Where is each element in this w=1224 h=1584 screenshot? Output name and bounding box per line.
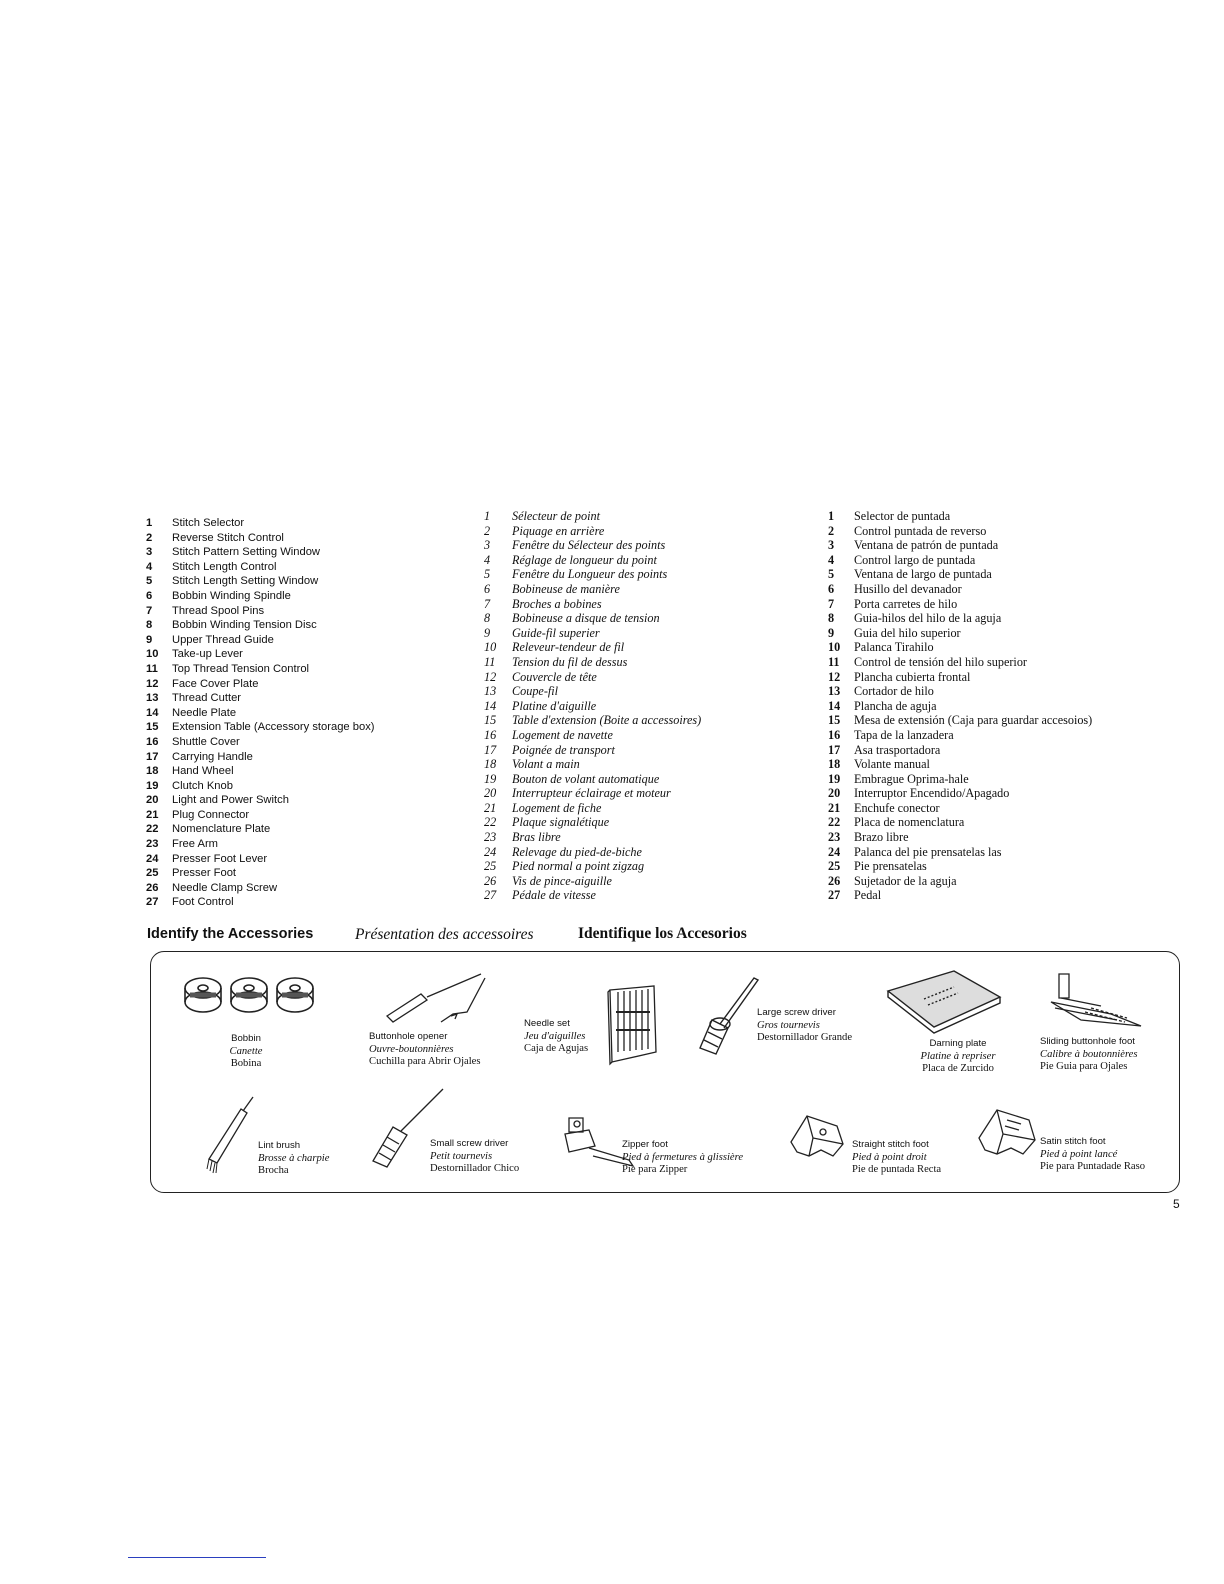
list-item bbox=[828, 524, 1188, 539]
large-screw-driver-illustration bbox=[694, 976, 764, 1056]
lint-brush-caption: Lint brush Brosse à charpie Brocha bbox=[258, 1140, 330, 1176]
list-item bbox=[828, 640, 1188, 655]
accessories-heading-english: Identify the Accessories bbox=[147, 926, 314, 942]
list-item-number: 15 bbox=[828, 713, 841, 728]
list-item-number: 25 bbox=[484, 859, 497, 874]
list-item bbox=[484, 830, 784, 845]
list-item-number: 19 bbox=[828, 771, 841, 786]
list-item-label: Palanca del pie prensatelas las bbox=[854, 844, 1002, 859]
list-item-label: Bras libre bbox=[512, 830, 561, 845]
list-item-label: Take-up Lever bbox=[172, 648, 243, 661]
parts-list-spanish bbox=[828, 509, 1188, 903]
list-item-label: Plancha de aguja bbox=[854, 698, 937, 713]
list-item-label: Clutch Knob bbox=[172, 779, 233, 792]
list-item-number: 19 bbox=[484, 771, 497, 786]
list-item-number: 16 bbox=[146, 735, 159, 748]
list-item-label: Coupe-fil bbox=[512, 684, 559, 699]
list-item-number: 3 bbox=[484, 538, 491, 553]
list-item-label: Stitch Length Setting Window bbox=[172, 575, 319, 588]
list-item bbox=[828, 801, 1188, 816]
list-item bbox=[146, 764, 446, 779]
list-item-number: 5 bbox=[484, 567, 491, 582]
accessories-heading-spanish: Identifique los Accesorios bbox=[578, 925, 747, 942]
list-item-number: 20 bbox=[146, 794, 159, 807]
list-item-label: Thread Cutter bbox=[172, 692, 242, 705]
list-item-label: Light and Power Switch bbox=[172, 794, 289, 807]
buttonhole-opener-illustration bbox=[381, 972, 491, 1028]
list-item-number: 17 bbox=[146, 750, 159, 763]
satin-stitch-foot-illustration bbox=[975, 1106, 1039, 1160]
list-item-label: Hand Wheel bbox=[172, 765, 234, 778]
list-item-label: Needle Clamp Screw bbox=[172, 881, 278, 894]
list-item bbox=[484, 874, 784, 889]
straight-stitch-foot-caption: Straight stitch foot Pied à point droit Pie de puntada Recta bbox=[852, 1139, 942, 1175]
list-item bbox=[146, 720, 446, 735]
list-item-number: 8 bbox=[146, 619, 153, 632]
list-item-label: Tension du fil de dessus bbox=[512, 654, 628, 669]
list-item-label: Presser Foot Lever bbox=[172, 852, 268, 865]
list-item bbox=[146, 574, 446, 589]
list-item-label: Presser Foot bbox=[172, 867, 237, 880]
list-item-number: 6 bbox=[828, 581, 835, 596]
list-item-label: Piquage en arrière bbox=[512, 523, 605, 538]
list-item bbox=[146, 662, 446, 677]
list-item bbox=[146, 750, 446, 765]
list-item bbox=[828, 567, 1188, 582]
list-item-label: Control largo de puntada bbox=[854, 552, 976, 567]
list-item-label: Control de tensión del hilo superior bbox=[854, 654, 1027, 669]
list-item-label: Plaque signalétique bbox=[512, 815, 610, 830]
list-item-number: 7 bbox=[828, 596, 835, 611]
accessories-heading-french: Présentation des accessoires bbox=[355, 926, 534, 943]
list-item bbox=[484, 786, 784, 801]
accessories-panel bbox=[150, 951, 1180, 1193]
list-item-number: 23 bbox=[828, 830, 841, 845]
list-item-label: Bobineuse de manière bbox=[512, 581, 620, 596]
list-item bbox=[828, 786, 1188, 801]
list-item-number: 7 bbox=[484, 596, 491, 611]
list-item-number: 7 bbox=[146, 604, 153, 617]
list-item-label: Brazo libre bbox=[854, 830, 909, 845]
list-item-number: 4 bbox=[484, 552, 491, 567]
list-item bbox=[146, 706, 446, 721]
list-item bbox=[828, 655, 1188, 670]
large-screw-driver-caption: Large screw driver Gros tournevis Destornillador Grande bbox=[757, 1007, 853, 1043]
list-item-number: 1 bbox=[484, 509, 491, 523]
list-item-label: Face Cover Plate bbox=[172, 677, 259, 690]
list-item-label: Ventana de patrón de puntada bbox=[854, 538, 999, 553]
list-item-label: Pedal bbox=[854, 888, 882, 903]
list-item-label: Guide-fil superier bbox=[512, 625, 600, 640]
small-screw-driver-caption: Small screw driver Petit tournevis Destornillador Chico bbox=[430, 1138, 520, 1174]
list-item-number: 3 bbox=[146, 546, 153, 559]
list-item bbox=[146, 822, 446, 837]
list-item bbox=[828, 684, 1188, 699]
list-item bbox=[828, 859, 1188, 874]
list-item bbox=[146, 691, 446, 706]
list-item-label: Sujetador de la aguja bbox=[854, 873, 957, 888]
list-item-number: 14 bbox=[146, 706, 159, 719]
list-item bbox=[146, 837, 446, 852]
list-item-label: Fenêtre du Sélecteur des points bbox=[512, 538, 666, 553]
list-item-number: 21 bbox=[484, 800, 497, 815]
list-item-number: 2 bbox=[146, 531, 153, 544]
list-item-label: Pie prensatelas bbox=[854, 859, 927, 874]
list-item-label: Stitch Length Control bbox=[172, 560, 277, 573]
list-item-label: Réglage de longueur du point bbox=[512, 552, 657, 567]
list-item bbox=[828, 830, 1188, 845]
list-item bbox=[484, 713, 784, 728]
list-item-number: 10 bbox=[484, 640, 497, 655]
list-item-number: 23 bbox=[484, 830, 497, 845]
list-item-label: Stitch Pattern Setting Window bbox=[172, 546, 320, 559]
list-item-number: 8 bbox=[828, 611, 835, 626]
straight-stitch-foot-illustration bbox=[787, 1112, 847, 1162]
list-item-label: Logement de fiche bbox=[512, 800, 602, 815]
bobbin-illustration bbox=[181, 972, 321, 1022]
list-item-label: Broches a bobines bbox=[512, 596, 602, 611]
list-item-label: Bobbin Winding Spindle bbox=[172, 589, 291, 602]
list-item-number: 25 bbox=[146, 867, 159, 880]
list-item bbox=[146, 545, 446, 560]
list-item-label: Selector de puntada bbox=[854, 509, 951, 523]
list-item-label: Upper Thread Guide bbox=[172, 633, 274, 646]
list-item-number: 24 bbox=[828, 844, 841, 859]
list-item-label: Table d'extension (Boite a accessoires) bbox=[512, 713, 702, 728]
list-item bbox=[828, 611, 1188, 626]
list-item-label: Foot Control bbox=[172, 896, 234, 909]
sliding-buttonhole-foot-illustration bbox=[1041, 968, 1151, 1036]
list-item bbox=[484, 743, 784, 758]
list-item-number: 8 bbox=[484, 611, 491, 626]
list-item-number: 18 bbox=[146, 765, 159, 778]
list-item bbox=[484, 670, 784, 685]
list-item bbox=[146, 604, 446, 619]
list-item-number: 15 bbox=[146, 721, 159, 734]
list-item-label: Tapa de la lanzadera bbox=[854, 727, 954, 742]
parts-list-english bbox=[146, 516, 446, 910]
list-item-number: 26 bbox=[828, 873, 841, 888]
list-item-label: Poignée de transport bbox=[512, 742, 615, 757]
list-item bbox=[146, 735, 446, 750]
list-item-number: 9 bbox=[828, 625, 835, 640]
list-item-number: 17 bbox=[828, 742, 841, 757]
list-item-number: 26 bbox=[146, 881, 159, 894]
list-item bbox=[146, 895, 446, 910]
list-item bbox=[828, 626, 1188, 641]
sliding-buttonhole-foot-caption: Sliding buttonhole foot Calibre à boutonnières Pie Guia para Ojales bbox=[1040, 1036, 1138, 1072]
list-item bbox=[484, 611, 784, 626]
list-item-number: 20 bbox=[484, 786, 497, 801]
satin-stitch-foot-caption: Satin stitch foot Pied à point lancé Pie para Puntadade Raso bbox=[1040, 1136, 1146, 1172]
list-item bbox=[828, 743, 1188, 758]
list-item-label: Releveur-tendeur de fil bbox=[512, 640, 625, 655]
list-item bbox=[828, 582, 1188, 597]
list-item bbox=[484, 757, 784, 772]
darning-plate-caption: Darning plate Platine à repriser Placa de Zurcido bbox=[920, 1038, 996, 1074]
list-item-label: Interrupteur éclairage et moteur bbox=[512, 786, 671, 801]
list-item-label: Bobbin Winding Tension Disc bbox=[172, 619, 317, 632]
list-item-number: 10 bbox=[828, 640, 841, 655]
list-item bbox=[146, 866, 446, 881]
list-item-label: Pied normal a point zigzag bbox=[512, 859, 645, 874]
list-item-label: Husillo del devanador bbox=[854, 581, 962, 596]
list-item-label: Stitch Selector bbox=[172, 517, 245, 529]
list-item bbox=[828, 815, 1188, 830]
list-item-number: 22 bbox=[484, 815, 497, 830]
list-item bbox=[146, 852, 446, 867]
list-item bbox=[484, 845, 784, 860]
list-item-number: 6 bbox=[484, 581, 491, 596]
list-item bbox=[146, 516, 446, 531]
list-item bbox=[828, 509, 1188, 524]
list-item-label: Thread Spool Pins bbox=[172, 604, 265, 617]
list-item bbox=[828, 597, 1188, 612]
buttonhole-opener-caption: Buttonhole opener Ouvre-boutonnières Cuchilla para Abrir Ojales bbox=[369, 1031, 481, 1067]
list-item-label: Asa trasportadora bbox=[854, 742, 941, 757]
list-item bbox=[484, 509, 784, 524]
list-item bbox=[828, 845, 1188, 860]
list-item-label: Couvercle de tête bbox=[512, 669, 597, 684]
needle-set-illustration bbox=[606, 982, 662, 1066]
list-item-number: 11 bbox=[828, 654, 840, 669]
list-item bbox=[484, 538, 784, 553]
list-item-number: 1 bbox=[146, 517, 153, 529]
list-item bbox=[146, 793, 446, 808]
list-item-number: 27 bbox=[146, 896, 159, 909]
list-item-label: Cortador de hilo bbox=[854, 684, 934, 699]
list-item-number: 15 bbox=[484, 713, 497, 728]
list-item-number: 22 bbox=[828, 815, 841, 830]
list-item bbox=[484, 684, 784, 699]
list-item-number: 13 bbox=[828, 684, 841, 699]
list-item-label: Shuttle Cover bbox=[172, 735, 240, 748]
list-item-number: 24 bbox=[146, 852, 159, 865]
zipper-foot-caption: Zipper foot Pied à fermetures à glissière Pie para Zipper bbox=[622, 1139, 744, 1175]
list-item bbox=[146, 647, 446, 662]
list-item-label: Extension Table (Accessory storage box) bbox=[172, 721, 375, 734]
list-item bbox=[828, 538, 1188, 553]
list-item bbox=[828, 757, 1188, 772]
list-item-label: Plancha cubierta frontal bbox=[854, 669, 971, 684]
list-item bbox=[484, 582, 784, 597]
list-item bbox=[828, 874, 1188, 889]
list-item-number: 12 bbox=[828, 669, 841, 684]
list-item-label: Ventana de largo de puntada bbox=[854, 567, 992, 582]
list-item-label: Interruptor Encendido/Apagado bbox=[854, 786, 1010, 801]
lint-brush-illustration bbox=[205, 1095, 255, 1175]
list-item-label: Carrying Handle bbox=[172, 750, 253, 763]
list-item bbox=[146, 531, 446, 546]
list-item-number: 27 bbox=[484, 888, 497, 903]
list-item bbox=[828, 713, 1188, 728]
list-item-label: Porta carretes de hilo bbox=[854, 596, 958, 611]
list-item bbox=[828, 728, 1188, 743]
list-item bbox=[484, 640, 784, 655]
list-item-label: Volant a main bbox=[512, 757, 580, 772]
footer-rule bbox=[128, 1557, 266, 1558]
list-item-label: Reverse Stitch Control bbox=[172, 531, 284, 544]
list-item-label: Nomenclature Plate bbox=[172, 823, 271, 836]
list-item bbox=[484, 699, 784, 714]
list-item bbox=[146, 677, 446, 692]
list-item-number: 9 bbox=[146, 633, 153, 646]
list-item bbox=[484, 815, 784, 830]
list-item-number: 9 bbox=[484, 625, 491, 640]
list-item-number: 27 bbox=[828, 888, 841, 903]
list-item-label: Vis de pince-aiguille bbox=[512, 873, 612, 888]
list-item bbox=[146, 881, 446, 896]
list-item-number: 3 bbox=[828, 538, 835, 553]
list-item-number: 16 bbox=[828, 727, 841, 742]
list-item bbox=[146, 618, 446, 633]
list-item-label: Bouton de volant automatique bbox=[512, 771, 660, 786]
list-item-number: 21 bbox=[146, 808, 159, 821]
list-item-number: 2 bbox=[828, 523, 835, 538]
list-item-number: 2 bbox=[484, 523, 491, 538]
list-item-label: Enchufe conector bbox=[854, 800, 940, 815]
list-item-number: 26 bbox=[484, 873, 497, 888]
list-item-number: 14 bbox=[828, 698, 841, 713]
list-item-number: 20 bbox=[828, 786, 841, 801]
list-item-label: Guia del hilo superior bbox=[854, 625, 961, 640]
list-item-number: 23 bbox=[146, 838, 159, 851]
list-item-label: Pédale de vitesse bbox=[512, 888, 596, 903]
needle-set-caption: Needle set Jeu d'aiguilles Caja de Agujas bbox=[524, 1018, 589, 1054]
list-item bbox=[484, 728, 784, 743]
list-item bbox=[146, 633, 446, 648]
list-item-label: Bobineuse a disque de tension bbox=[512, 611, 660, 626]
list-item-number: 13 bbox=[146, 692, 159, 705]
list-item-number: 18 bbox=[484, 757, 497, 772]
list-item-label: Free Arm bbox=[172, 838, 219, 851]
list-item-number: 18 bbox=[828, 757, 841, 772]
list-item bbox=[484, 801, 784, 816]
parts-list-french bbox=[484, 509, 784, 903]
list-item-label: Logement de navette bbox=[512, 727, 613, 742]
list-item-label: Placa de nomenclatura bbox=[854, 815, 965, 830]
list-item bbox=[828, 670, 1188, 685]
list-item-number: 11 bbox=[484, 654, 496, 669]
list-item-label: Embrague Oprima-hale bbox=[854, 771, 969, 786]
list-item bbox=[828, 553, 1188, 568]
list-item-number: 4 bbox=[146, 560, 153, 573]
list-item bbox=[484, 524, 784, 539]
list-item-label: Guia-hilos del hilo de la aguja bbox=[854, 611, 1002, 626]
list-item-label: Relevage du pied-de-biche bbox=[512, 844, 642, 859]
list-item-number: 11 bbox=[146, 662, 158, 675]
list-item-label: Top Thread Tension Control bbox=[172, 662, 310, 675]
list-item-number: 10 bbox=[146, 648, 159, 661]
list-item bbox=[484, 888, 784, 903]
list-item-label: Mesa de extensión (Caja para guardar accesoios) bbox=[854, 713, 1093, 728]
list-item-label: Platine d'aiguille bbox=[512, 698, 597, 713]
list-item-number: 24 bbox=[484, 844, 497, 859]
list-item-number: 6 bbox=[146, 589, 153, 602]
bobbin-caption: Bobbin Canette Bobina bbox=[229, 1033, 263, 1069]
list-item-number: 17 bbox=[484, 742, 497, 757]
list-item-number: 5 bbox=[146, 575, 153, 588]
list-item-number: 14 bbox=[484, 698, 497, 713]
list-item-number: 22 bbox=[146, 823, 159, 836]
list-item-number: 21 bbox=[828, 800, 841, 815]
list-item bbox=[146, 560, 446, 575]
list-item bbox=[484, 655, 784, 670]
list-item bbox=[828, 772, 1188, 787]
list-item bbox=[484, 772, 784, 787]
list-item bbox=[484, 597, 784, 612]
list-item bbox=[146, 808, 446, 823]
list-item-number: 13 bbox=[484, 684, 497, 699]
list-item bbox=[146, 589, 446, 604]
darning-plate-illustration bbox=[884, 969, 1004, 1033]
list-item-label: Volante manual bbox=[854, 757, 930, 772]
list-item bbox=[484, 567, 784, 582]
page-number: 5 bbox=[1173, 1197, 1180, 1211]
list-item-label: Fenêtre du Longueur des points bbox=[512, 567, 668, 582]
list-item-label: Needle Plate bbox=[172, 706, 237, 719]
list-item-label: Sélecteur de point bbox=[512, 509, 600, 523]
list-item-label: Palanca Tirahilo bbox=[854, 640, 934, 655]
list-item-number: 19 bbox=[146, 779, 159, 792]
list-item bbox=[484, 626, 784, 641]
list-item bbox=[484, 553, 784, 568]
list-item-number: 12 bbox=[146, 677, 159, 690]
list-item-number: 12 bbox=[484, 669, 497, 684]
list-item-number: 1 bbox=[828, 509, 835, 523]
list-item-number: 4 bbox=[828, 552, 835, 567]
list-item bbox=[484, 859, 784, 874]
list-item bbox=[146, 779, 446, 794]
list-item bbox=[828, 699, 1188, 714]
list-item-label: Control puntada de reverso bbox=[854, 523, 987, 538]
list-item-number: 16 bbox=[484, 727, 497, 742]
list-item-number: 5 bbox=[828, 567, 835, 582]
list-item bbox=[828, 888, 1188, 903]
list-item-number: 25 bbox=[828, 859, 841, 874]
list-item-label: Plug Connector bbox=[172, 808, 250, 821]
